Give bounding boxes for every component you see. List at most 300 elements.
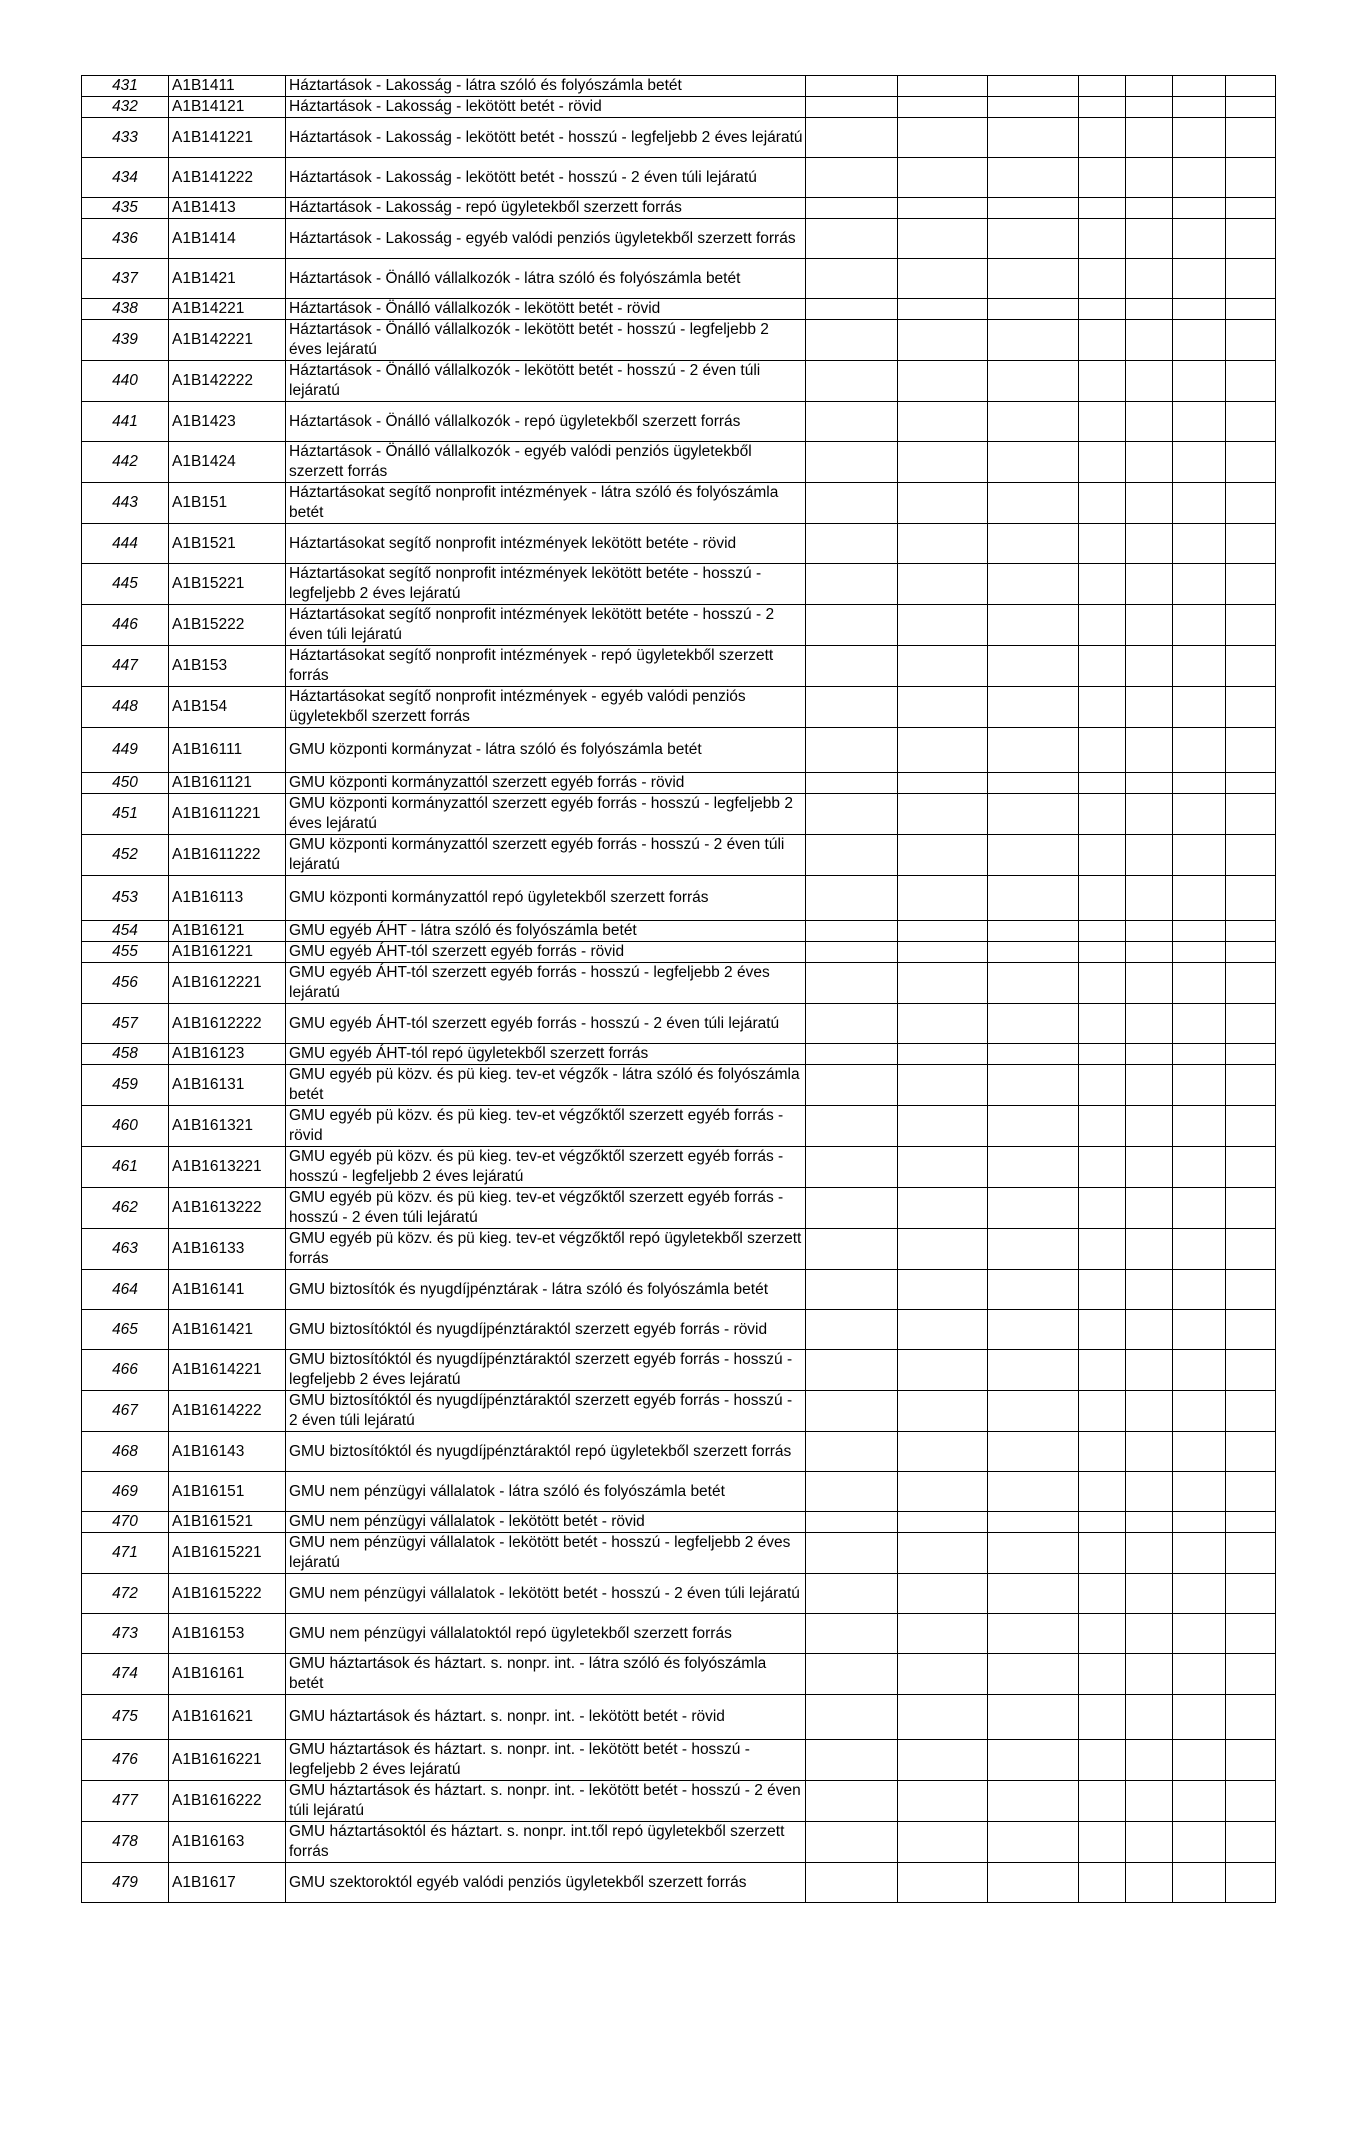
value-cell[interactable] (1126, 118, 1173, 158)
value-cell[interactable] (1126, 1781, 1173, 1822)
value-cell[interactable] (988, 483, 1079, 524)
value-cell[interactable] (1226, 1574, 1276, 1614)
value-cell[interactable] (806, 921, 898, 942)
value-cell[interactable] (1079, 219, 1126, 259)
value-cell[interactable] (1173, 1781, 1226, 1822)
value-cell[interactable] (1079, 1229, 1126, 1270)
value-cell[interactable] (1079, 1310, 1126, 1350)
value-cell[interactable] (806, 402, 898, 442)
value-cell[interactable] (1173, 1432, 1226, 1472)
value-cell[interactable] (988, 646, 1079, 687)
value-cell[interactable] (806, 299, 898, 320)
value-cell[interactable] (1173, 118, 1226, 158)
value-cell[interactable] (806, 1432, 898, 1472)
value-cell[interactable] (1126, 646, 1173, 687)
value-cell[interactable] (1079, 1574, 1126, 1614)
value-cell[interactable] (1173, 1472, 1226, 1512)
value-cell[interactable] (898, 1614, 988, 1654)
value-cell[interactable] (898, 158, 988, 198)
value-cell[interactable] (806, 361, 898, 402)
value-cell[interactable] (806, 1863, 898, 1903)
value-cell[interactable] (806, 1740, 898, 1781)
value-cell[interactable] (1173, 76, 1226, 97)
value-cell[interactable] (1126, 1512, 1173, 1533)
value-cell[interactable] (1126, 1004, 1173, 1044)
value-cell[interactable] (1126, 97, 1173, 118)
value-cell[interactable] (1126, 1044, 1173, 1065)
value-cell[interactable] (1126, 1740, 1173, 1781)
value-cell[interactable] (1226, 1533, 1276, 1574)
value-cell[interactable] (1126, 259, 1173, 299)
value-cell[interactable] (1173, 1350, 1226, 1391)
value-cell[interactable] (898, 1781, 988, 1822)
value-cell[interactable] (1173, 835, 1226, 876)
value-cell[interactable] (898, 921, 988, 942)
value-cell[interactable] (1173, 1574, 1226, 1614)
value-cell[interactable] (1173, 299, 1226, 320)
value-cell[interactable] (1126, 1695, 1173, 1740)
value-cell[interactable] (1226, 605, 1276, 646)
value-cell[interactable] (1126, 605, 1173, 646)
value-cell[interactable] (806, 1004, 898, 1044)
value-cell[interactable] (806, 320, 898, 361)
value-cell[interactable] (898, 1229, 988, 1270)
value-cell[interactable] (1173, 1614, 1226, 1654)
value-cell[interactable] (1126, 794, 1173, 835)
value-cell[interactable] (1173, 921, 1226, 942)
value-cell[interactable] (1126, 835, 1173, 876)
value-cell[interactable] (898, 1004, 988, 1044)
value-cell[interactable] (1126, 198, 1173, 219)
value-cell[interactable] (806, 1350, 898, 1391)
value-cell[interactable] (988, 524, 1079, 564)
value-cell[interactable] (1226, 1004, 1276, 1044)
value-cell[interactable] (988, 1270, 1079, 1310)
value-cell[interactable] (898, 794, 988, 835)
value-cell[interactable] (988, 1065, 1079, 1106)
value-cell[interactable] (1226, 1044, 1276, 1065)
value-cell[interactable] (1126, 158, 1173, 198)
value-cell[interactable] (1173, 524, 1226, 564)
value-cell[interactable] (988, 728, 1079, 773)
value-cell[interactable] (806, 942, 898, 963)
value-cell[interactable] (1079, 1472, 1126, 1512)
value-cell[interactable] (1173, 1863, 1226, 1903)
value-cell[interactable] (806, 1614, 898, 1654)
value-cell[interactable] (988, 1004, 1079, 1044)
value-cell[interactable] (988, 1695, 1079, 1740)
value-cell[interactable] (1079, 1147, 1126, 1188)
value-cell[interactable] (898, 1654, 988, 1695)
value-cell[interactable] (1126, 564, 1173, 605)
value-cell[interactable] (898, 442, 988, 483)
value-cell[interactable] (988, 835, 1079, 876)
value-cell[interactable] (988, 361, 1079, 402)
value-cell[interactable] (898, 320, 988, 361)
value-cell[interactable] (988, 320, 1079, 361)
value-cell[interactable] (1173, 1065, 1226, 1106)
value-cell[interactable] (806, 876, 898, 921)
value-cell[interactable] (1126, 299, 1173, 320)
value-cell[interactable] (1226, 1740, 1276, 1781)
value-cell[interactable] (898, 1512, 988, 1533)
value-cell[interactable] (1126, 1065, 1173, 1106)
value-cell[interactable] (1173, 876, 1226, 921)
value-cell[interactable] (1079, 97, 1126, 118)
value-cell[interactable] (988, 299, 1079, 320)
value-cell[interactable] (1126, 728, 1173, 773)
value-cell[interactable] (988, 1740, 1079, 1781)
value-cell[interactable] (988, 1822, 1079, 1863)
value-cell[interactable] (1079, 605, 1126, 646)
value-cell[interactable] (1226, 1695, 1276, 1740)
value-cell[interactable] (1079, 198, 1126, 219)
value-cell[interactable] (806, 1695, 898, 1740)
value-cell[interactable] (1226, 97, 1276, 118)
value-cell[interactable] (1079, 1391, 1126, 1432)
value-cell[interactable] (1226, 1391, 1276, 1432)
value-cell[interactable] (1226, 198, 1276, 219)
value-cell[interactable] (898, 963, 988, 1004)
value-cell[interactable] (806, 1574, 898, 1614)
value-cell[interactable] (1079, 564, 1126, 605)
value-cell[interactable] (806, 1229, 898, 1270)
value-cell[interactable] (1173, 158, 1226, 198)
value-cell[interactable] (806, 97, 898, 118)
value-cell[interactable] (1173, 1147, 1226, 1188)
value-cell[interactable] (1126, 1574, 1173, 1614)
value-cell[interactable] (898, 524, 988, 564)
value-cell[interactable] (1173, 687, 1226, 728)
value-cell[interactable] (988, 1391, 1079, 1432)
value-cell[interactable] (1079, 118, 1126, 158)
value-cell[interactable] (1226, 1229, 1276, 1270)
value-cell[interactable] (898, 118, 988, 158)
value-cell[interactable] (898, 1574, 988, 1614)
value-cell[interactable] (898, 1695, 988, 1740)
value-cell[interactable] (1126, 1432, 1173, 1472)
value-cell[interactable] (1079, 1695, 1126, 1740)
value-cell[interactable] (1226, 1147, 1276, 1188)
value-cell[interactable] (1126, 687, 1173, 728)
value-cell[interactable] (1226, 1432, 1276, 1472)
value-cell[interactable] (806, 963, 898, 1004)
value-cell[interactable] (988, 402, 1079, 442)
value-cell[interactable] (1173, 1106, 1226, 1147)
value-cell[interactable] (1226, 1863, 1276, 1903)
value-cell[interactable] (988, 1044, 1079, 1065)
value-cell[interactable] (988, 564, 1079, 605)
value-cell[interactable] (1226, 1822, 1276, 1863)
value-cell[interactable] (898, 1044, 988, 1065)
value-cell[interactable] (898, 1310, 988, 1350)
value-cell[interactable] (806, 1654, 898, 1695)
value-cell[interactable] (1173, 963, 1226, 1004)
value-cell[interactable] (1126, 1533, 1173, 1574)
value-cell[interactable] (1079, 320, 1126, 361)
value-cell[interactable] (1226, 320, 1276, 361)
value-cell[interactable] (988, 605, 1079, 646)
value-cell[interactable] (1226, 876, 1276, 921)
value-cell[interactable] (806, 1472, 898, 1512)
value-cell[interactable] (1079, 963, 1126, 1004)
value-cell[interactable] (988, 198, 1079, 219)
value-cell[interactable] (1079, 76, 1126, 97)
value-cell[interactable] (806, 835, 898, 876)
value-cell[interactable] (806, 1512, 898, 1533)
value-cell[interactable] (898, 1391, 988, 1432)
value-cell[interactable] (988, 963, 1079, 1004)
value-cell[interactable] (1173, 320, 1226, 361)
value-cell[interactable] (898, 1106, 988, 1147)
value-cell[interactable] (1079, 1533, 1126, 1574)
value-cell[interactable] (1226, 1270, 1276, 1310)
value-cell[interactable] (1173, 564, 1226, 605)
value-cell[interactable] (1079, 1065, 1126, 1106)
value-cell[interactable] (898, 687, 988, 728)
value-cell[interactable] (1226, 1472, 1276, 1512)
value-cell[interactable] (806, 687, 898, 728)
value-cell[interactable] (898, 1472, 988, 1512)
value-cell[interactable] (1079, 1822, 1126, 1863)
value-cell[interactable] (1173, 361, 1226, 402)
value-cell[interactable] (1126, 524, 1173, 564)
value-cell[interactable] (1126, 1229, 1173, 1270)
value-cell[interactable] (1079, 1004, 1126, 1044)
value-cell[interactable] (806, 442, 898, 483)
value-cell[interactable] (1173, 1004, 1226, 1044)
value-cell[interactable] (898, 361, 988, 402)
value-cell[interactable] (1226, 259, 1276, 299)
value-cell[interactable] (898, 835, 988, 876)
value-cell[interactable] (1079, 442, 1126, 483)
value-cell[interactable] (806, 646, 898, 687)
value-cell[interactable] (1126, 1654, 1173, 1695)
value-cell[interactable] (1226, 1065, 1276, 1106)
value-cell[interactable] (806, 773, 898, 794)
value-cell[interactable] (1226, 687, 1276, 728)
value-cell[interactable] (1226, 1512, 1276, 1533)
value-cell[interactable] (806, 219, 898, 259)
value-cell[interactable] (806, 1391, 898, 1432)
value-cell[interactable] (1173, 402, 1226, 442)
value-cell[interactable] (988, 1533, 1079, 1574)
value-cell[interactable] (898, 97, 988, 118)
value-cell[interactable] (898, 1533, 988, 1574)
value-cell[interactable] (1079, 259, 1126, 299)
value-cell[interactable] (898, 483, 988, 524)
value-cell[interactable] (1173, 1270, 1226, 1310)
value-cell[interactable] (1079, 1270, 1126, 1310)
value-cell[interactable] (1173, 1533, 1226, 1574)
value-cell[interactable] (1126, 361, 1173, 402)
value-cell[interactable] (806, 1533, 898, 1574)
value-cell[interactable] (988, 1147, 1079, 1188)
value-cell[interactable] (1173, 605, 1226, 646)
value-cell[interactable] (1173, 1044, 1226, 1065)
value-cell[interactable] (1173, 198, 1226, 219)
value-cell[interactable] (806, 1065, 898, 1106)
value-cell[interactable] (1079, 687, 1126, 728)
value-cell[interactable] (1079, 483, 1126, 524)
value-cell[interactable] (898, 198, 988, 219)
value-cell[interactable] (1226, 728, 1276, 773)
value-cell[interactable] (1226, 1781, 1276, 1822)
value-cell[interactable] (1079, 1432, 1126, 1472)
value-cell[interactable] (1226, 1654, 1276, 1695)
value-cell[interactable] (1126, 1863, 1173, 1903)
value-cell[interactable] (1173, 97, 1226, 118)
value-cell[interactable] (898, 219, 988, 259)
value-cell[interactable] (1126, 483, 1173, 524)
value-cell[interactable] (1173, 646, 1226, 687)
value-cell[interactable] (806, 1822, 898, 1863)
value-cell[interactable] (1079, 524, 1126, 564)
value-cell[interactable] (988, 219, 1079, 259)
value-cell[interactable] (988, 876, 1079, 921)
value-cell[interactable] (988, 773, 1079, 794)
value-cell[interactable] (1126, 1614, 1173, 1654)
value-cell[interactable] (1126, 1147, 1173, 1188)
value-cell[interactable] (988, 1432, 1079, 1472)
value-cell[interactable] (1173, 794, 1226, 835)
value-cell[interactable] (898, 942, 988, 963)
value-cell[interactable] (1226, 402, 1276, 442)
value-cell[interactable] (988, 1863, 1079, 1903)
value-cell[interactable] (1079, 773, 1126, 794)
value-cell[interactable] (898, 299, 988, 320)
value-cell[interactable] (1079, 1350, 1126, 1391)
value-cell[interactable] (806, 1781, 898, 1822)
value-cell[interactable] (1226, 835, 1276, 876)
value-cell[interactable] (988, 687, 1079, 728)
value-cell[interactable] (1079, 942, 1126, 963)
value-cell[interactable] (806, 1044, 898, 1065)
value-cell[interactable] (1126, 1188, 1173, 1229)
value-cell[interactable] (1226, 773, 1276, 794)
value-cell[interactable] (1126, 442, 1173, 483)
value-cell[interactable] (1226, 564, 1276, 605)
value-cell[interactable] (1079, 728, 1126, 773)
value-cell[interactable] (1126, 219, 1173, 259)
value-cell[interactable] (806, 1147, 898, 1188)
value-cell[interactable] (988, 158, 1079, 198)
value-cell[interactable] (898, 1432, 988, 1472)
value-cell[interactable] (1173, 942, 1226, 963)
value-cell[interactable] (806, 259, 898, 299)
value-cell[interactable] (1173, 1310, 1226, 1350)
value-cell[interactable] (988, 1310, 1079, 1350)
value-cell[interactable] (988, 1472, 1079, 1512)
value-cell[interactable] (1173, 773, 1226, 794)
value-cell[interactable] (1173, 1822, 1226, 1863)
value-cell[interactable] (1126, 1391, 1173, 1432)
value-cell[interactable] (1079, 835, 1126, 876)
value-cell[interactable] (1126, 1310, 1173, 1350)
value-cell[interactable] (1226, 219, 1276, 259)
value-cell[interactable] (898, 1147, 988, 1188)
value-cell[interactable] (1226, 76, 1276, 97)
value-cell[interactable] (1126, 76, 1173, 97)
value-cell[interactable] (1173, 1512, 1226, 1533)
value-cell[interactable] (1079, 361, 1126, 402)
value-cell[interactable] (1079, 1863, 1126, 1903)
value-cell[interactable] (988, 1106, 1079, 1147)
value-cell[interactable] (1079, 921, 1126, 942)
value-cell[interactable] (898, 402, 988, 442)
value-cell[interactable] (806, 483, 898, 524)
value-cell[interactable] (806, 524, 898, 564)
value-cell[interactable] (1079, 1781, 1126, 1822)
value-cell[interactable] (898, 646, 988, 687)
value-cell[interactable] (898, 1740, 988, 1781)
value-cell[interactable] (898, 1350, 988, 1391)
value-cell[interactable] (1226, 118, 1276, 158)
value-cell[interactable] (1079, 876, 1126, 921)
value-cell[interactable] (806, 564, 898, 605)
value-cell[interactable] (1173, 219, 1226, 259)
value-cell[interactable] (988, 1574, 1079, 1614)
value-cell[interactable] (1126, 942, 1173, 963)
value-cell[interactable] (1226, 158, 1276, 198)
value-cell[interactable] (1079, 1654, 1126, 1695)
value-cell[interactable] (898, 773, 988, 794)
value-cell[interactable] (1126, 1106, 1173, 1147)
value-cell[interactable] (988, 794, 1079, 835)
value-cell[interactable] (1226, 524, 1276, 564)
value-cell[interactable] (1226, 1188, 1276, 1229)
value-cell[interactable] (1079, 646, 1126, 687)
value-cell[interactable] (898, 1863, 988, 1903)
value-cell[interactable] (1079, 1044, 1126, 1065)
value-cell[interactable] (1226, 1614, 1276, 1654)
value-cell[interactable] (806, 794, 898, 835)
value-cell[interactable] (988, 1654, 1079, 1695)
value-cell[interactable] (1126, 402, 1173, 442)
value-cell[interactable] (1079, 1188, 1126, 1229)
value-cell[interactable] (1126, 1822, 1173, 1863)
value-cell[interactable] (898, 1188, 988, 1229)
value-cell[interactable] (988, 1229, 1079, 1270)
value-cell[interactable] (1173, 259, 1226, 299)
value-cell[interactable] (1126, 963, 1173, 1004)
value-cell[interactable] (898, 1822, 988, 1863)
value-cell[interactable] (988, 1512, 1079, 1533)
value-cell[interactable] (898, 259, 988, 299)
value-cell[interactable] (898, 1270, 988, 1310)
value-cell[interactable] (1226, 794, 1276, 835)
value-cell[interactable] (1226, 299, 1276, 320)
value-cell[interactable] (1079, 1614, 1126, 1654)
value-cell[interactable] (806, 1270, 898, 1310)
value-cell[interactable] (806, 118, 898, 158)
value-cell[interactable] (1226, 1350, 1276, 1391)
value-cell[interactable] (988, 921, 1079, 942)
value-cell[interactable] (988, 97, 1079, 118)
value-cell[interactable] (988, 1614, 1079, 1654)
value-cell[interactable] (988, 1188, 1079, 1229)
value-cell[interactable] (1079, 1106, 1126, 1147)
value-cell[interactable] (988, 76, 1079, 97)
value-cell[interactable] (898, 1065, 988, 1106)
value-cell[interactable] (1126, 1472, 1173, 1512)
value-cell[interactable] (806, 198, 898, 219)
value-cell[interactable] (898, 76, 988, 97)
value-cell[interactable] (1226, 442, 1276, 483)
value-cell[interactable] (1173, 442, 1226, 483)
value-cell[interactable] (1226, 963, 1276, 1004)
value-cell[interactable] (1079, 1740, 1126, 1781)
